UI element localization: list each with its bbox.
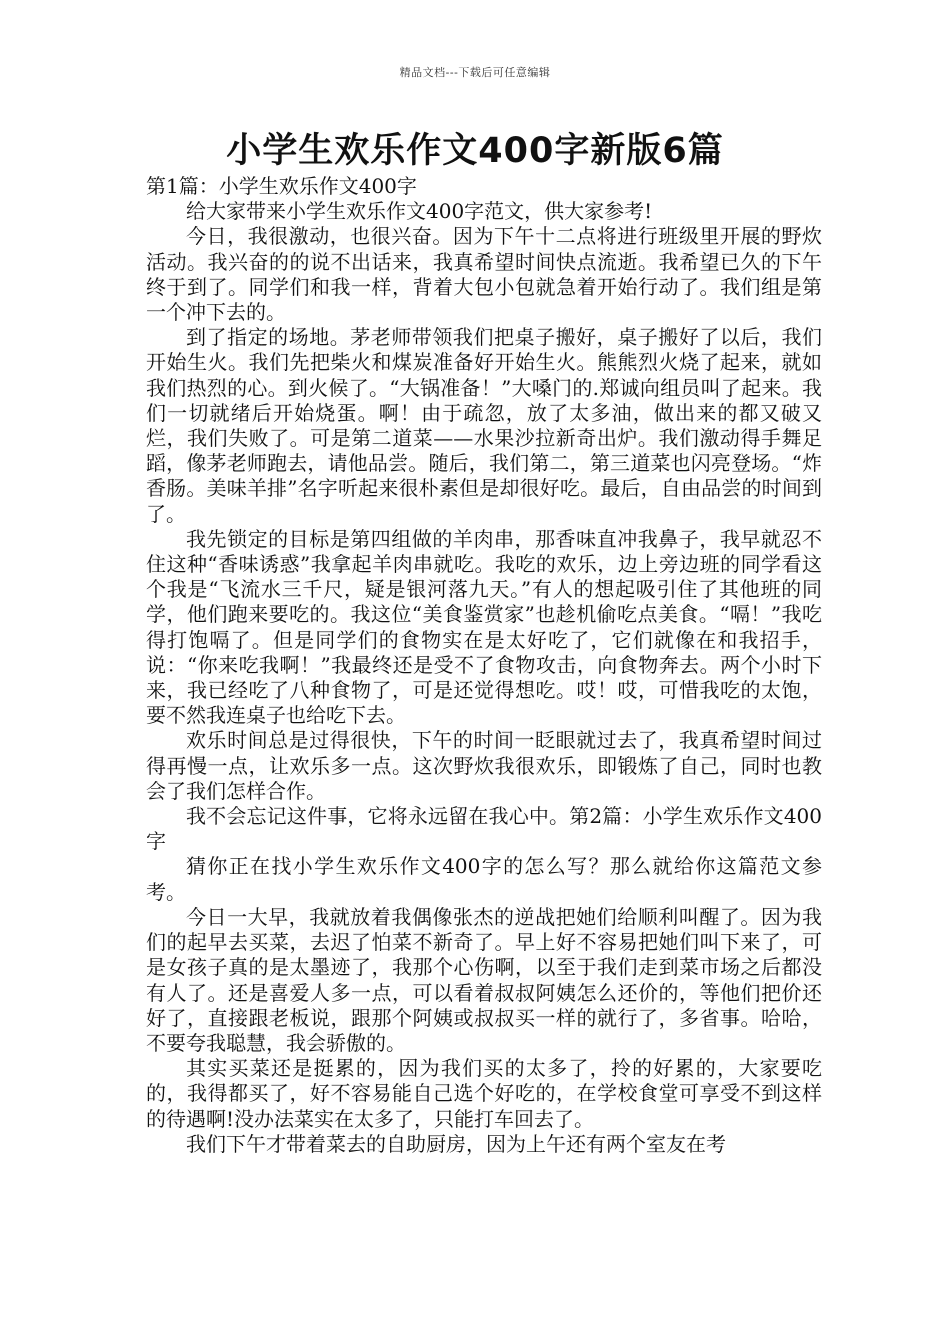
paragraph: 欢乐时间总是过得很快，下午的时间一眨眼就过去了，我真希望时间过得再慢一点，让欢乐多一点。这次野炊我很欢乐，即锻炼了自己，同时也教会了我们怎样合作。 [146,728,822,803]
paragraph: 到了指定的场地。茅老师带领我们把桌子搬好，桌子搬好了以后，我们开始生火。我们先把柴火和煤炭准备好开始生火。熊熊烈火烧了起来，就如我们热烈的心。到火候了。“大锅准备！”大嗓门的.郑诚向组员叫了起来。我们一切就绪后开始烧蛋。啊！由于疏忽，放了太多油，做出来的都又破又烂，我们失败了。可是第二道菜——水果沙拉新奇出炉。我们激动得手舞足蹈，像茅老师跑去，请他品尝。随后，我们第二，第三道菜也闪亮登场。“炸香肠。美味羊排”名字听起来很朴素但是却很好吃。最后，自由品尝的时间到了。 [146,325,822,526]
paragraph: 给大家带来小学生欢乐作文400字范文，供大家参考! [186,199,653,224]
paragraph: 今日，我很激动，也很兴奋。因为下午十二点将进行班级里开展的野炊活动。我兴奋的的说不出话来，我真希望时间快点流逝。我希望已久的下午终于到了。同学们和我一样，背着大包小包就急着开始行动了。我们组是第一个冲下去的。 [146,224,822,325]
page-title: 小学生欢乐作文400字新版6篇 [226,131,724,171]
paragraph: 我先锁定的目标是第四组做的羊肉串，那香味直冲我鼻子，我早就忍不住这种“香味诱惑”我拿起羊肉串就吃。我吃的欢乐，边上旁边班的同学看这个我是“飞流水三千尺，疑是银河落九天。”有人的想起吸引住了其他班的同学，他们跑来要吃的。我这位“美食鉴赏家”也趁机偷吃点美食。“嗝！”我吃得打饱嗝了。但是同学们的食物实在是太好吃了，它们就像在和我招手，说：“你来吃我啊！”我最终还是受不了食物攻击，向食物奔去。两个小时下来，我已经吃了八种食物了，可是还觉得想吃。哎！哎，可惜我吃的太饱，要不然我连桌子也给吃下去。 [146,526,822,728]
paragraph: 今日一大早，我就放着我偶像张杰的逆战把她们给顺利叫醒了。因为我们的起早去买菜，去迟了怕菜不新奇了。早上好不容易把她们叫下来了，可是女孩子真的是太墨迹了，我那个心伤啊，以至于我们走到菜市场之后都没有人了。还是喜爱人多一点，可以看着叔叔阿姨怎么还价的，等他们把价还好了，直接跟老板说，跟那个阿姨或叔叔买一样的就行了，多省事。哈哈，不要夸我聪慧，我会骄傲的。 [146,904,822,1055]
section-heading: 第1篇：小学生欢乐作文400字 [146,174,417,198]
article-body [146,174,822,1157]
paragraph: 其实买菜还是挺累的，因为我们买的太多了，拎的好累的，大家要吃的，我得都买了，好不容易能自己选个好吃的，在学校食堂可享受不到这样的待遇啊!没办法菜实在太多了，只能打车回去了。 [146,1056,822,1131]
header-note: 精品文档---下载后可任意编辑 [399,66,551,79]
paragraph: 我不会忘记这件事，它将永远留在我心中。第2篇：小学生欢乐作文400字 [146,804,822,854]
paragraph: 猜你正在找小学生欢乐作文400字的怎么写？那么就给你这篇范文参考。 [146,854,822,904]
paragraph: 我们下午才带着菜去的自助厨房，因为上午还有两个室友在考 [186,1131,726,1156]
